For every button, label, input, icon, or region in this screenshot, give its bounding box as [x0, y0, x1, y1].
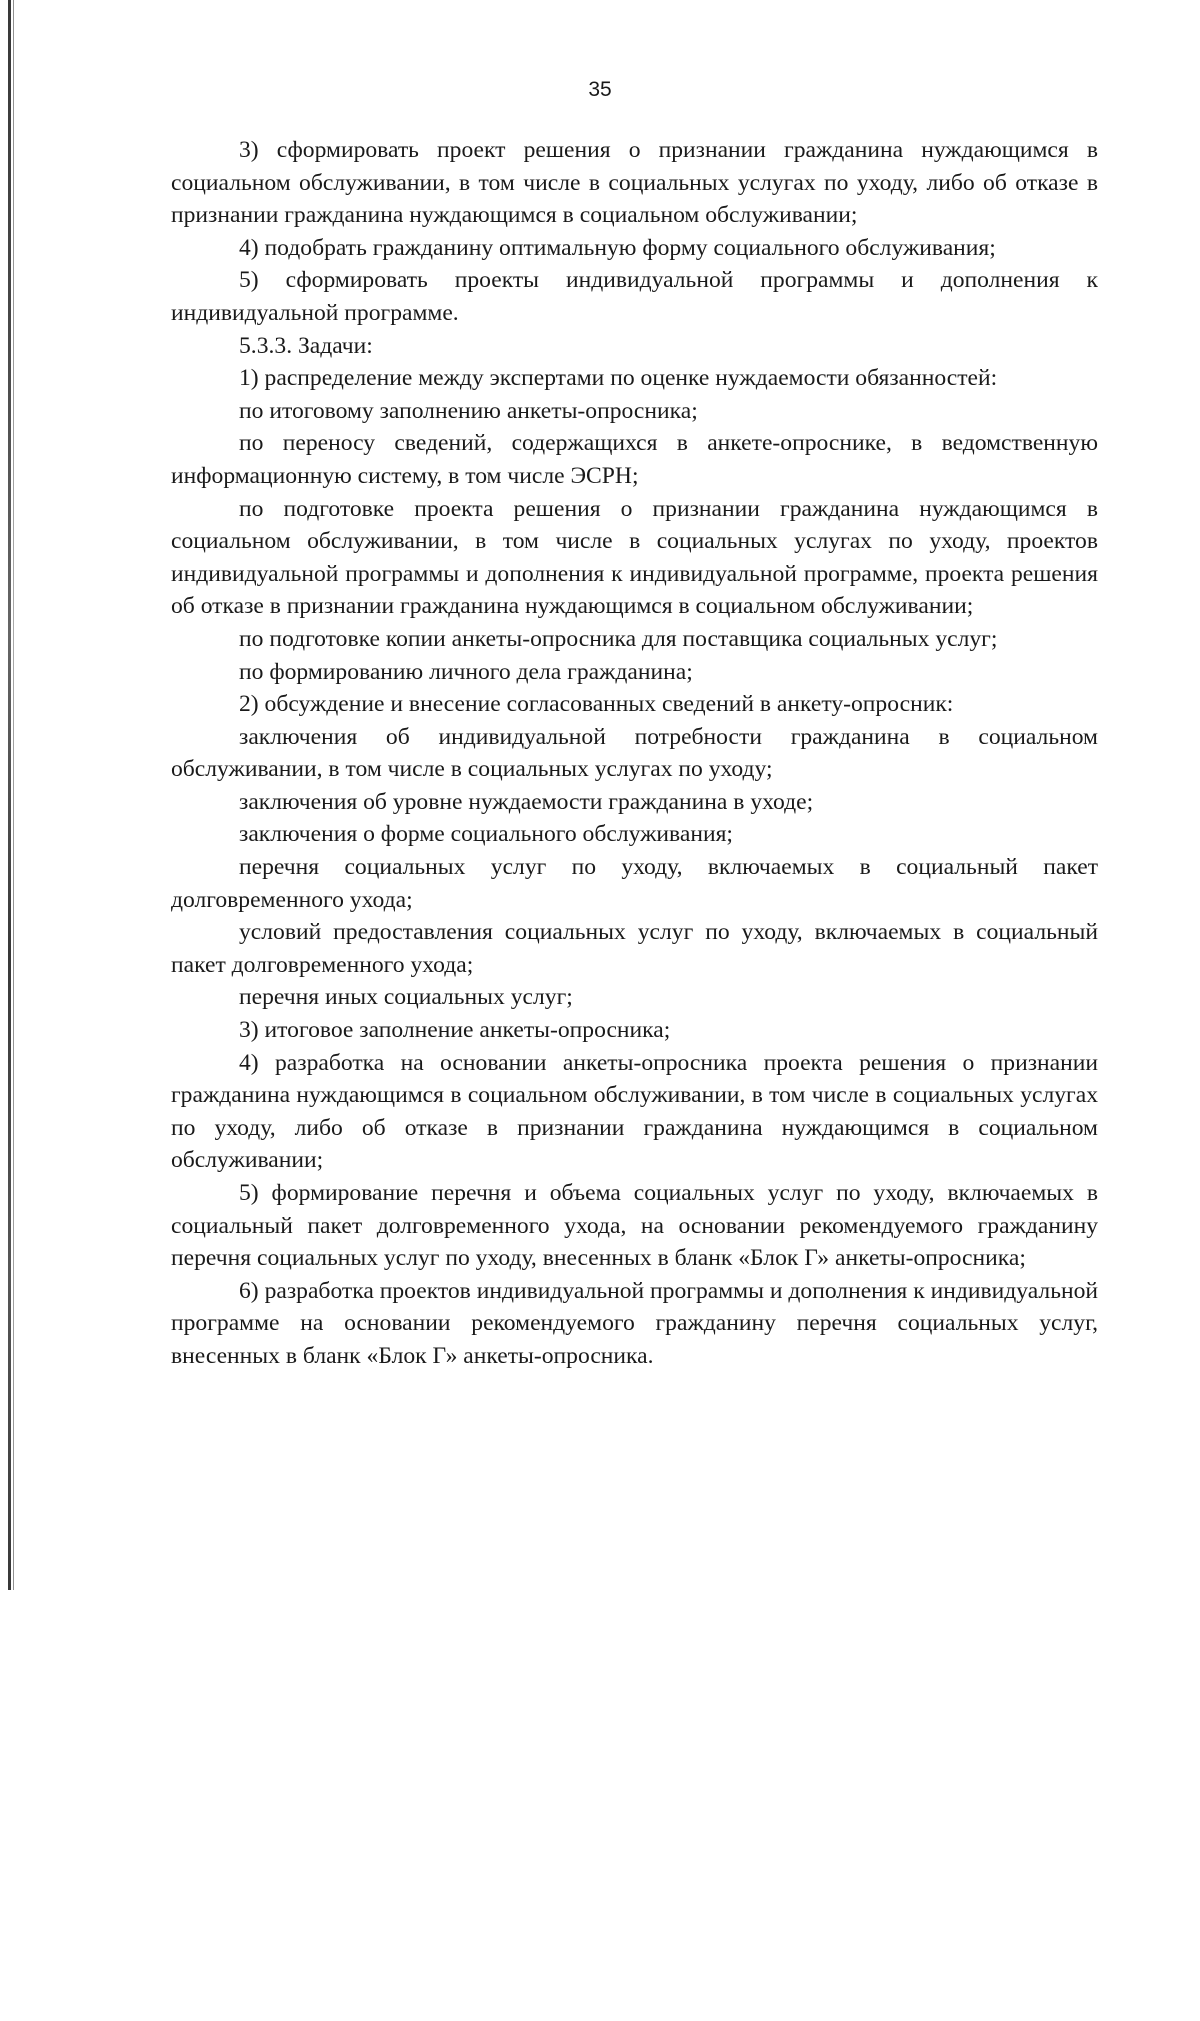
section-heading: 5.3.3. Задачи:: [239, 332, 373, 359]
paragraph: по подготовке проекта решения о признании гражданина нуждающимся в социальном обслуживании, в том числе в социальных услугах по уходу, проектов индивидуальной программы и дополнения к индивидуальной программе, проекта решения об отказе в признании гражданина нуждающимся в социальном обслуживании;: [171, 495, 1098, 620]
paragraph: по подготовке копии анкеты-опросника для поставщика социальных услуг;: [239, 625, 998, 652]
paragraph: перечня иных социальных услуг;: [239, 984, 573, 1011]
paragraph: заключения об уровне нуждаемости гражданина в уходе;: [239, 788, 814, 815]
paragraph: по формированию личного дела гражданина;: [239, 658, 693, 685]
scan-binding-edge-secondary: [13, 0, 14, 1590]
paragraph: по итоговому заполнению анкеты-опросника;: [239, 397, 698, 424]
paragraph: 5) сформировать проекты индивидуальной программы и дополнения к индивидуальной программе.: [171, 267, 1098, 326]
paragraph: 4) разработка на основании анкеты-опросника проекта решения о признании гражданина нуждающимся в социальном обслуживании, в том числе в социальных услугах по уходу, либо об отказе в признании гражданина нуждающимся в социальном обслуживании;: [171, 1049, 1098, 1174]
paragraph: 2) обсуждение и внесение согласованных сведений в анкету-опросник:: [239, 691, 954, 718]
page-number: 35: [588, 78, 612, 101]
paragraph: 1) распределение между экспертами по оценке нуждаемости обязанностей:: [239, 365, 998, 392]
paragraph: 6) разработка проектов индивидуальной программы и дополнения к индивидуальной программе на основании рекомендуемого гражданину перечня социальных услуг, внесенных в бланк «Блок Г» анкеты-опросника.: [171, 1277, 1098, 1369]
paragraph: заключения об индивидуальной потребности гражданина в социальном обслуживании, в том числе в социальных услугах по уходу;: [171, 723, 1098, 783]
scan-binding-edge: [8, 0, 11, 1590]
paragraph: заключения о форме социального обслуживания;: [239, 821, 733, 848]
paragraph: условий предоставления социальных услуг по уходу, включаемых в социальный пакет долговременного ухода;: [171, 919, 1098, 978]
document-body: [171, 134, 1098, 1373]
paragraph: 4) подобрать гражданину оптимальную форму социального обслуживания;: [239, 234, 996, 261]
paragraph: 3) итоговое заполнение анкеты-опросника;: [239, 1017, 671, 1044]
paragraph: перечня социальных услуг по уходу, включаемых в социальный пакет долговременного ухода;: [171, 854, 1098, 913]
paragraph: 3) сформировать проект решения о признании гражданина нуждающимся в социальном обслуживании, в том числе в социальных услугах по уходу, либо об отказе в признании гражданина нуждающимся в социальном обслуживании;: [171, 137, 1098, 229]
paragraph: 5) формирование перечня и объема социальных услуг по уходу, включаемых в социальный пакет долговременного ухода, на основании рекомендуемого гражданину перечня социальных услуг по уходу, внесенных в бланк «Блок Г» анкеты-опросника;: [171, 1180, 1098, 1272]
paragraph: по переносу сведений, содержащихся в анкете-опроснике, в ведомственную информационную систему, в том числе ЭСРН;: [171, 430, 1098, 489]
